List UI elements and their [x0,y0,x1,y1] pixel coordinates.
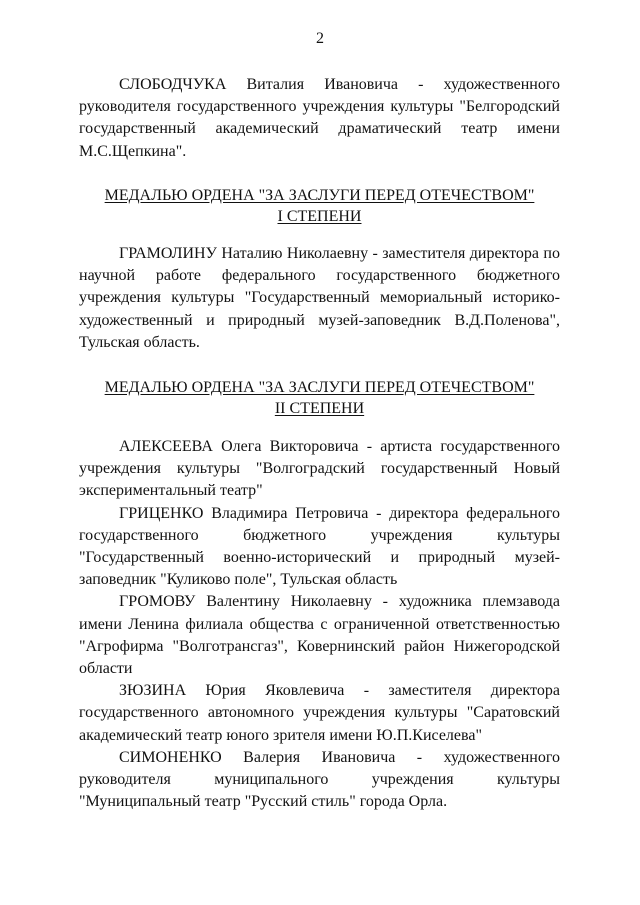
award-list-degree-2 [79,436,560,813]
award-entry: ЗЮЗИНА Юрия Яковлевича - заместителя директора государственного автономного учреждения культуры "Саратовский академический театр юного зрителя имени Ю.П.Киселева" [79,682,560,744]
award-list-degree-1 [79,243,560,354]
award-entry: ГРИЦЕНКО Владимира Петровича - директора федерального государственного бюджетного учреждения культуры "Государственный военно-исторический и природный музей-заповедник "Куликово поле", Тульская область [79,504,560,589]
award-entry: ГРАМОЛИНУ Наталию Николаевну - заместителя директора по научной работе федерального государственного бюджетного учреждения культуры "Государственный мемориальный историко-художественный и природный музей-заповедник В.Д.Поленова", Тульская область. [79,245,560,351]
section-heading-degree: II СТЕПЕНИ [274,400,365,417]
page-number: 2 [316,30,324,47]
award-entry: СИМОНЕНКО Валерия Ивановича - художественного руководителя муниципального учреждения культуры "Муниципальный театр "Русский стиль" города Орла. [79,748,560,811]
section-heading-degree-2 [79,377,560,419]
section-heading-line: МЕДАЛЬЮ ОРДЕНА "ЗА ЗАСЛУГИ ПЕРЕД ОТЕЧЕСТВОМ" [104,187,535,204]
award-entry: АЛЕКСЕЕВА Олега Викторовича - артиста государственного учреждения культуры "Волгоградский государственный Новый экспериментальный театр" [79,438,560,500]
section-heading-line: МЕДАЛЬЮ ОРДЕНА "ЗА ЗАСЛУГИ ПЕРЕД ОТЕЧЕСТВОМ" [104,379,535,396]
award-entry-slobodchuk [79,74,560,163]
award-entry: ГРОМОВУ Валентину Николаевну - художника племзавода имени Ленина филиала общества с ограниченной ответственностью "Агрофирма "Волготрансгаз", Ковернинский район Нижегородской области [79,593,560,678]
section-heading-degree: I СТЕПЕНИ [277,208,362,225]
award-entry-text: СЛОБОДЧУКА Виталия Ивановича - художественного руководителя государственного учреждения культуры "Белгородский государственный академический драматический театр имени М.С.Щепкина". [79,76,560,160]
section-heading-degree-1 [79,185,560,227]
